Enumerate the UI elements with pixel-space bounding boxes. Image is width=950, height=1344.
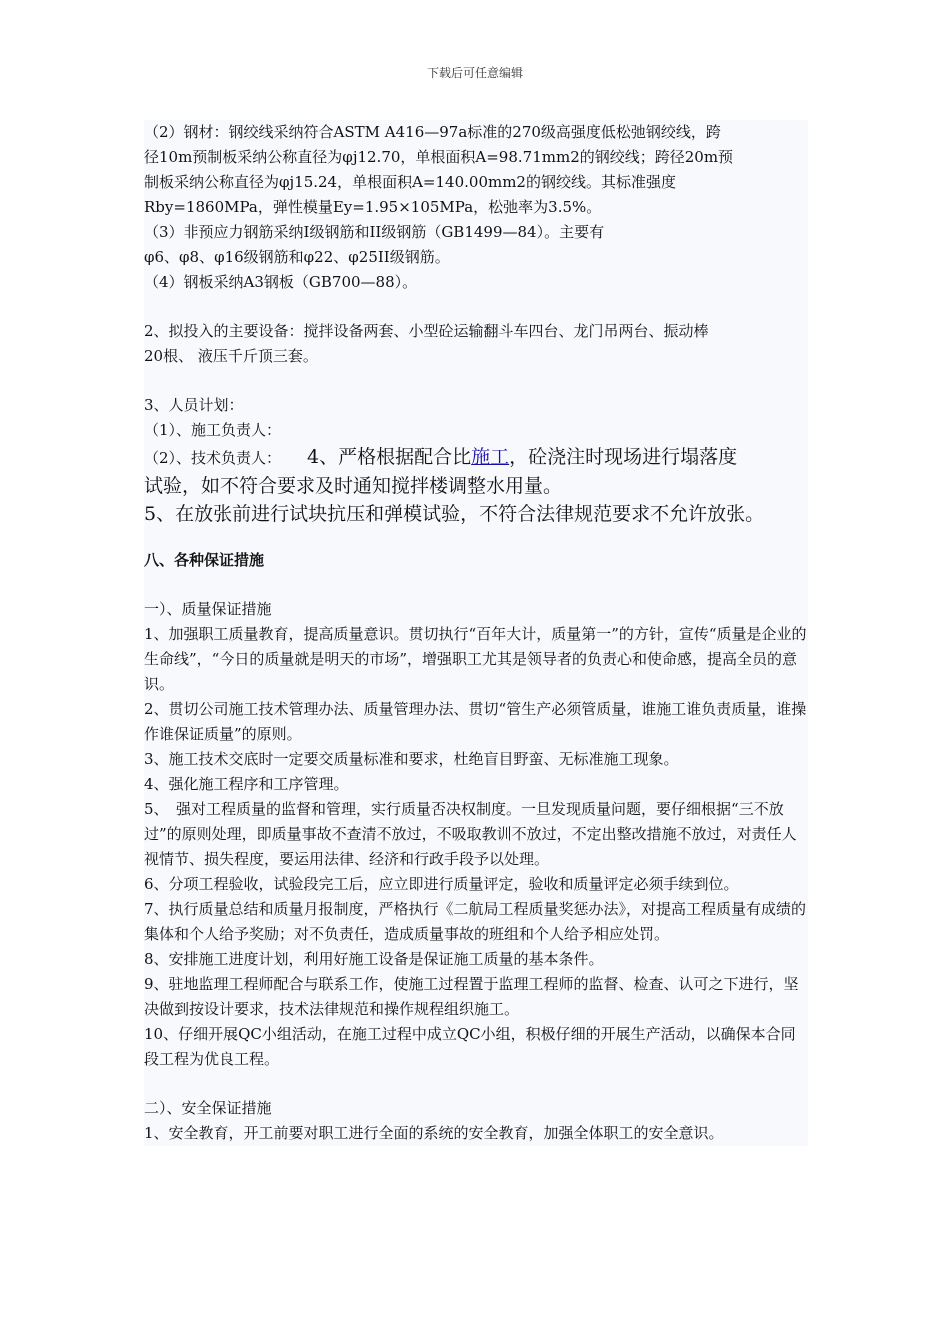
quality-item-9: 9、驻地监理工程师配合与联系工作，使施工过程置于监理工程师的监督、检查、认可之下进行，坚决做到按设计要求，技术法律规范和操作规程组织施工。 (144, 975, 799, 1018)
quality-item-6: 6、分项工程验收，试验段完工后，应立即进行质量评定，验收和质量评定必须手续到位。 (144, 875, 739, 893)
quality-title: 一）、质量保证措施 (144, 600, 272, 618)
quality-item-2: 2、贯切公司施工技术管理办法、质量管理办法、贯切“管生产必须管质量，谁施工谁负责质量，谁操作谁保证质量”的原则。 (144, 700, 807, 743)
quality-item-1: 1、加强职工质量教育，提高质量意识。贯切执行“百年大计，质量第一”的方针，宣传“质量是企业的生命线”，“今日的质量就是明天的市场”，增强职工尤其是领导者的负责心和使命感，提高全员的意识。 (144, 625, 807, 693)
quality-item-7: 7、执行质量总结和质量月报制度，严格执行《二航局工程质量奖惩办法》，对提高工程质量有成绩的集体和个人给予奖励；对不负责任，造成质量事故的班组和个人给予相应处罚。 (144, 900, 807, 943)
spacer (144, 573, 808, 597)
quality-item-10: 10、仔细开展QC小组活动，在施工过程中成立QC小组，积极仔细的开展生产活动，以确保本合同段工程为优良工程。 (144, 1025, 796, 1068)
section-8-title: 八、各种保证措施 (144, 551, 265, 569)
safety-title: 二）、安全保证措施 (144, 1099, 272, 1117)
quality-item-4: 4、强化施工程序和工序管理。 (144, 775, 349, 793)
construction-link[interactable]: 施工 (471, 446, 510, 468)
spacer (144, 1072, 808, 1096)
materials-rebar-line-1: （3）非预应力钢筋采纳Ⅰ级钢筋和II级钢筋（GB1499—84）。主要有 (144, 223, 605, 241)
materials-plate: （4）钢板采纳A3钢板（GB700—88）。 (144, 273, 418, 291)
personnel-item-4-end: ，砼浇注时现场进行塌落度 (509, 446, 738, 468)
materials-steel-strand-line-3: 制板采纳公称直径为φj15.24，单根面积A=140.00mm2的钢绞线。其标准强度 (144, 173, 676, 191)
spacer (144, 528, 808, 548)
materials-steel-strand-line-2: 径10m预制板采纳公称直径为φj12.70，单根面积A=98.71mm2的钢绞线；跨径20m预 (144, 148, 734, 166)
personnel-title: 3、人员计划： (144, 396, 244, 414)
quality-item-3: 3、施工技术交底时一定要交质量标准和要求，杜绝盲目野蛮、无标准施工现象。 (144, 750, 679, 768)
page-header: 下载后可任意编辑 (426, 66, 523, 80)
spacer (144, 369, 808, 393)
document-body (144, 120, 808, 1146)
materials-steel-strand-line-4: Rby=1860MPa，弹性模量Ey=1.95×105MPa，松弛率为3.5%。 (144, 198, 602, 216)
equipment-line-2: 20根、 液压千斤顶三套。 (144, 347, 318, 365)
materials-rebar-line-2: φ6、φ8、φ16级钢筋和φ22、φ25II级钢筋。 (144, 248, 450, 266)
personnel-item-1: （1）、施工负责人： (144, 421, 282, 439)
personnel-item-5: 5、在放张前进行试块抗压和弹模试验，不符合法律规范要求不允许放张。 (144, 503, 765, 525)
materials-steel-strand-line-1: （2）钢材：钢绞线采纳符合ASTM A416—97a标准的270级高强度低松弛钢绞线，跨 (144, 123, 721, 141)
equipment-line-1: 2、拟投入的主要设备：搅拌设备两套、小型砼运输翻斗车四台、龙门吊两台、振动棒 (144, 322, 709, 340)
quality-item-5: 5、 强对工程质量的监督和管理，实行质量否决权制度。一旦发现质量问题，要仔细根据“三不放过”的原则处理，即质量事故不查清不放过，不吸取教训不放过，不定出整改措施不放过，对责任人视情节、损失程度，要运用法律、经济和行政手段予以处理。 (144, 800, 797, 868)
personnel-item-4-line-2: 试验，如不符合要求及时通知搅拌楼调整水用量。 (144, 475, 563, 497)
personnel-item-2-label: （2）、技术负责人： (144, 449, 282, 467)
quality-item-8: 8、安排施工进度计划，利用好施工设备是保证施工质量的基本条件。 (144, 950, 604, 968)
personnel-item-4-start: 4、严格根据配合比 (307, 446, 472, 468)
personnel-item-2 (144, 443, 808, 472)
spacer (144, 295, 808, 319)
safety-item-1: 1、安全教育，开工前要对职工进行全面的系统的安全教育，加强全体职工的安全意识。 (144, 1124, 724, 1142)
